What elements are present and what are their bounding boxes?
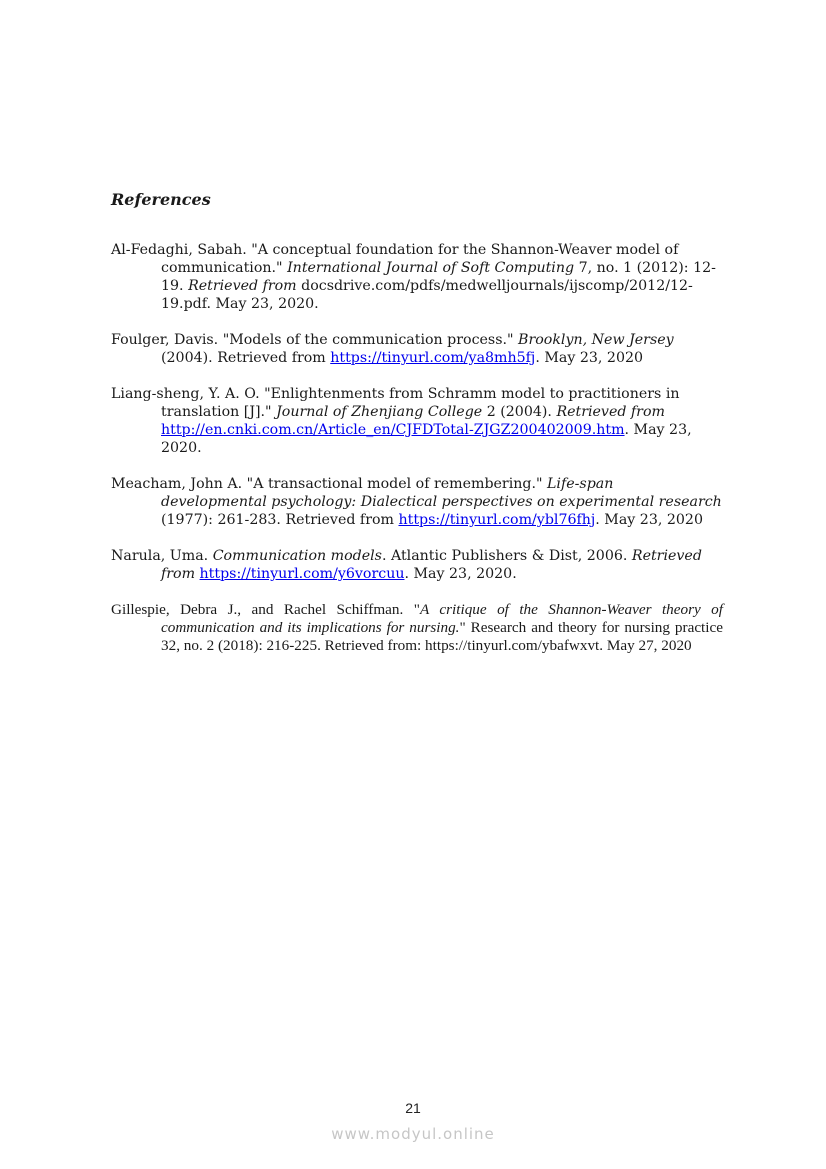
- reference-entry: [111, 475, 723, 529]
- ref-source-title: International Journal of Soft Computing: [287, 260, 575, 276]
- ref-retrieved-label: Retrieved from: [161, 548, 702, 582]
- page-number: 21: [405, 1100, 421, 1116]
- ref-source-title: Brooklyn, New Jersey: [518, 332, 674, 348]
- ref-text: Liang-sheng, Y. A. O. "Enlightenments from Schramm model to practitioners in translation [J].": [111, 386, 680, 420]
- ref-source-title: Communication models: [212, 548, 382, 564]
- ref-text: . May 23, 2020: [535, 350, 644, 366]
- ref-text: . Atlantic Publishers & Dist, 2006.: [381, 548, 632, 564]
- ref-link[interactable]: http://en.cnki.com.cn/Article_en/CJFDTotal-ZJGZ200402009.htm: [161, 422, 625, 438]
- ref-retrieved-label: Retrieved from: [188, 278, 297, 294]
- ref-link[interactable]: https://tinyurl.com/ya8mh5fj: [330, 350, 536, 366]
- ref-link[interactable]: https://tinyurl.com/y6vorcuu: [199, 566, 405, 582]
- reference-entry: [111, 601, 723, 655]
- ref-text: . May 23, 2020.: [404, 566, 517, 582]
- ref-text: (2004). Retrieved from: [161, 350, 331, 366]
- reference-entry: [111, 547, 723, 583]
- reference-entry: [111, 331, 723, 367]
- ref-source-title: Life-span developmental psychology: Dialectical perspectives on experimental research: [161, 476, 722, 510]
- ref-text: docsdrive.com/pdfs/medwelljournals/ijscomp/2012/12-19.pdf. May 23, 2020.: [161, 278, 693, 312]
- ref-text: . May 23, 2020: [595, 512, 703, 528]
- ref-text: (1977): 261-283. Retrieved from: [161, 512, 399, 528]
- ref-text: Al-Fedaghi, Sabah. "A conceptual foundation for the Shannon-Weaver model of communication.": [111, 242, 679, 276]
- ref-text: Foulger, Davis. "Models of the communication process.": [111, 332, 519, 348]
- ref-text: " Research and theory for nursing practice 32, no. 2 (2018): 216-225. Retrieved from: https://tinyurl.com/ybafwxvt. May 27, 2020: [161, 619, 723, 654]
- ref-text: 2 (2004).: [482, 404, 557, 420]
- references-heading: References: [111, 190, 211, 209]
- reference-entry: [111, 241, 723, 313]
- reference-entry: [111, 385, 723, 457]
- ref-text: Meacham, John A. "A transactional model of remembering.": [111, 476, 548, 492]
- reference-list: [111, 241, 723, 673]
- ref-text: 7, no. 1 (2012): 12-19.: [161, 260, 716, 294]
- ref-text: Narula, Uma.: [111, 548, 213, 564]
- ref-source-title: A critique of the Shannon-Weaver theory of communication and its implications for nursing.: [161, 601, 723, 636]
- ref-source-title: Journal of Zhenjiang College: [276, 404, 483, 420]
- watermark: www.modyul.online: [331, 1125, 495, 1143]
- ref-text: Gillespie, Debra J., and Rachel Schiffman. ": [111, 601, 420, 618]
- ref-text: . May 23, 2020.: [161, 422, 692, 456]
- ref-retrieved-label: Retrieved from: [556, 404, 665, 420]
- ref-link[interactable]: https://tinyurl.com/ybl76fhj: [398, 512, 596, 528]
